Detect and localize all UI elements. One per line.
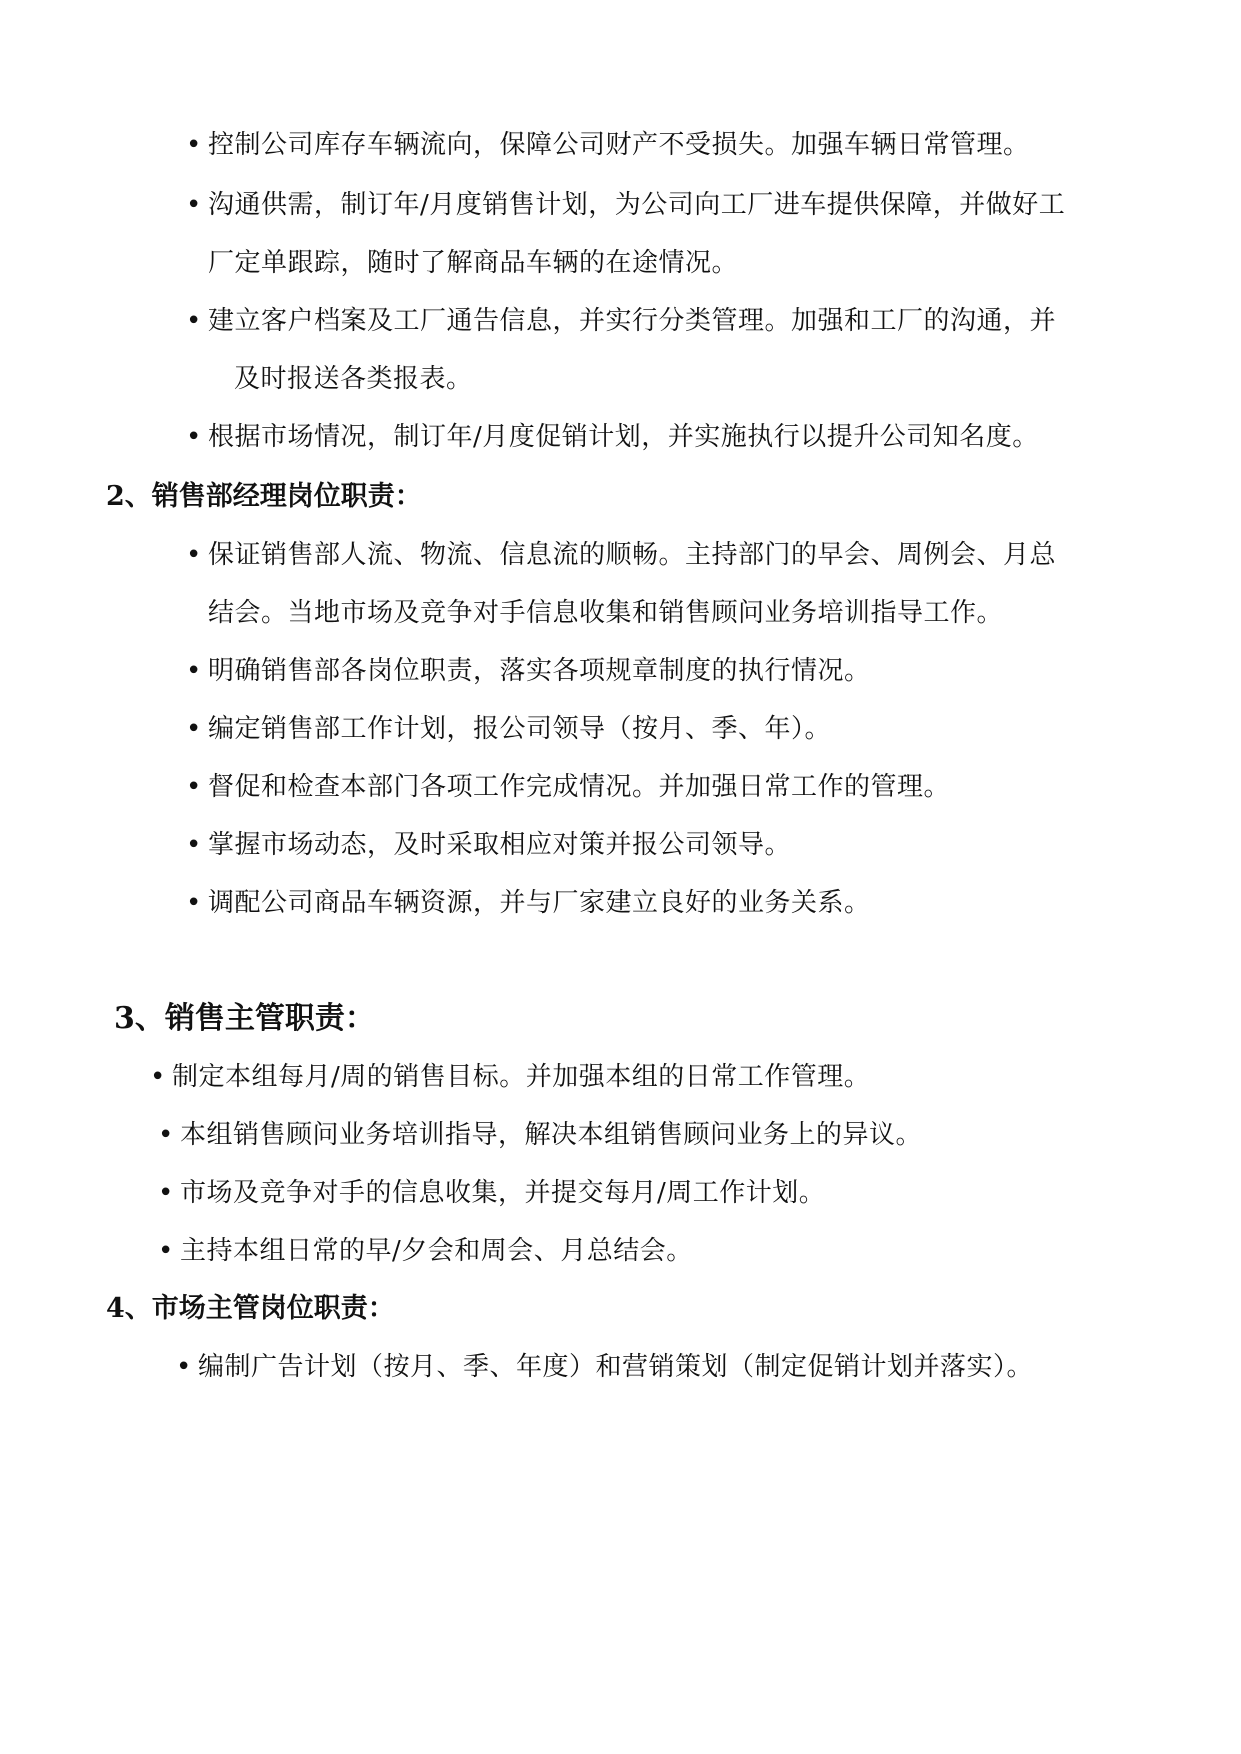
list-item: • 编制广告计划（按月、季、年度）和营销策划（制定促销计划并落实）。	[176, 1352, 1034, 1382]
list-item: • 制定本组每月/周的销售目标。并加强本组的日常工作管理。	[150, 1062, 871, 1092]
list-item: • 控制公司库存车辆流向，保障公司财产不受损失。加强车辆日常管理。	[186, 130, 1030, 160]
bullet-icon: •	[158, 1178, 174, 1208]
bullet-icon: •	[186, 130, 202, 160]
bullet-icon: •	[186, 540, 202, 570]
list-item: • 本组销售顾问业务培训指导，解决本组销售顾问业务上的异议。	[158, 1120, 923, 1150]
section-heading: 3、销售主管职责：	[114, 1001, 375, 1036]
bullet-icon: •	[186, 830, 202, 860]
bullet-icon: •	[186, 422, 202, 452]
list-item: • 建立客户档案及工厂通告信息，并实行分类管理。加强和工厂的沟通，并	[186, 306, 1057, 336]
bullet-icon: •	[158, 1120, 174, 1150]
bullet-icon: •	[186, 888, 202, 918]
list-item: • 明确销售部各岗位职责，落实各项规章制度的执行情况。	[186, 656, 871, 686]
list-item: • 编定销售部工作计划，报公司领导（按月、季、年）。	[186, 714, 832, 744]
list-item-continuation: 及时报送各类报表。	[234, 364, 473, 394]
section-heading: 2、销售部经理岗位职责：	[106, 481, 422, 512]
list-item-continuation: 厂定单跟踪，随时了解商品车辆的在途情况。	[208, 248, 739, 278]
bullet-icon: •	[150, 1062, 166, 1092]
list-item: • 市场及竞争对手的信息收集，并提交每月/周工作计划。	[158, 1178, 826, 1208]
bullet-icon: •	[186, 714, 202, 744]
section-heading: 4、市场主管岗位职责：	[106, 1293, 395, 1324]
list-item-continuation: 结会。当地市场及竞争对手信息收集和销售顾问业务培训指导工作。	[208, 598, 1004, 628]
list-item: • 督促和检查本部门各项工作完成情况。并加强日常工作的管理。	[186, 772, 951, 802]
bullet-icon: •	[186, 190, 202, 220]
list-item: • 保证销售部人流、物流、信息流的顺畅。主持部门的早会、周例会、月总	[186, 540, 1057, 570]
bullet-icon: •	[186, 772, 202, 802]
list-item: • 主持本组日常的早/夕会和周会、月总结会。	[158, 1236, 693, 1266]
bullet-icon: •	[186, 656, 202, 686]
list-item: • 沟通供需，制订年/月度销售计划，为公司向工厂进车提供保障，并做好工	[186, 190, 1066, 220]
list-item: • 调配公司商品车辆资源，并与厂家建立良好的业务关系。	[186, 888, 871, 918]
list-item: • 掌握市场动态，及时采取相应对策并报公司领导。	[186, 830, 792, 860]
list-item: • 根据市场情况，制订年/月度促销计划，并实施执行以提升公司知名度。	[186, 422, 1039, 452]
bullet-icon: •	[158, 1236, 174, 1266]
bullet-icon: •	[186, 306, 202, 336]
bullet-icon: •	[176, 1352, 192, 1382]
